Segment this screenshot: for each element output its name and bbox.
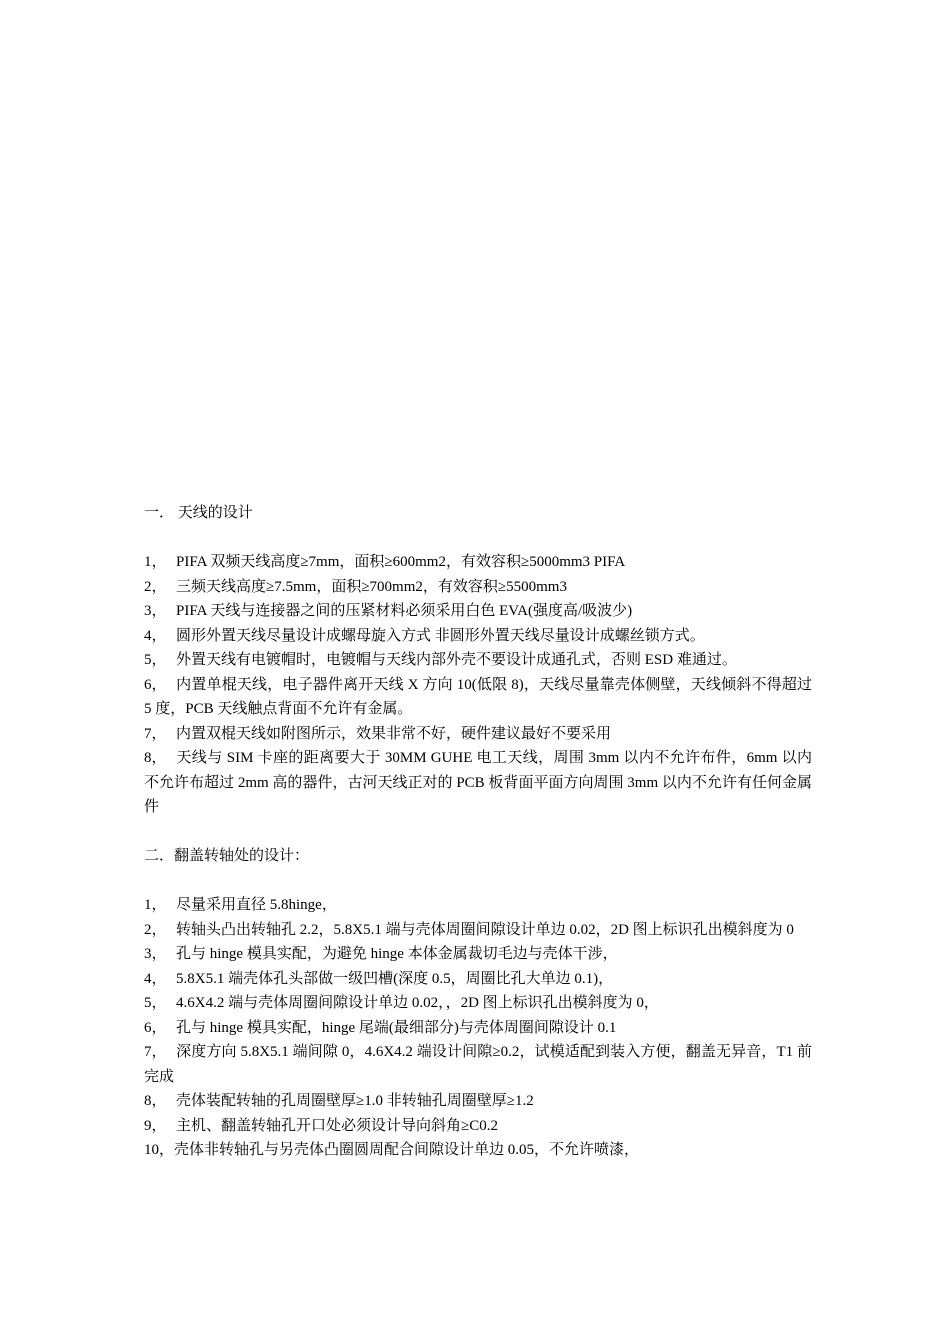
item-number: 6， bbox=[144, 1019, 167, 1036]
item-text: 天线与 SIM 卡座的距离要大于 30MM GUHE 电工天线，周围 3mm 以内不允许布件，6mm 以内不允许布超过 2mm 高的器件，古河天线正对的 PCB 板背面平面方向周围 3mm 以内不允许有任何金属件 bbox=[144, 750, 812, 815]
list-item bbox=[144, 1089, 812, 1114]
item-text: 外置天线有电镀帽时，电镀帽与天线内部外壳不要设计成通孔式，否则 ESD 难通过。 bbox=[176, 652, 737, 668]
item-number: 3， bbox=[144, 603, 167, 619]
item-text: 内置单棍天线，电子器件离开天线 X 方向 10(低限 8)，天线尽量靠壳体侧壁，天线倾斜不得超过 5 度，PCB 天线触点背面不允许有金属。 bbox=[144, 676, 812, 717]
list-item bbox=[144, 746, 812, 820]
item-text: 三频天线高度≥7.5mm，面积≥700mm2，有效容积≥5500mm3 bbox=[176, 578, 567, 595]
item-number: 10， bbox=[144, 1142, 175, 1158]
item-number: 1， bbox=[144, 897, 167, 913]
item-text: 壳体装配转轴的孔周圈壁厚≥1.0 非转轴孔周圈壁厚≥1.2 bbox=[176, 1093, 534, 1109]
list-item bbox=[144, 918, 812, 943]
blank-line bbox=[144, 869, 812, 894]
list-item bbox=[144, 1016, 812, 1041]
document-body bbox=[144, 501, 812, 1163]
list-item bbox=[144, 673, 812, 722]
item-number: 3， bbox=[144, 946, 167, 962]
list-item bbox=[144, 648, 812, 673]
list-item bbox=[144, 599, 812, 624]
item-number: 5， bbox=[144, 652, 167, 668]
item-number: 9， bbox=[144, 1117, 167, 1134]
item-text: 主机、翻盖转轴孔开口处必须设计导向斜角≥C0.2 bbox=[176, 1117, 498, 1134]
list-item bbox=[144, 722, 812, 747]
item-text: 深度方向 5.8X5.1 端间隙 0，4.6X4.2 端设计间隙≥0.2，试模适配到装入方便，翻盖无异音，T1 前完成 bbox=[144, 1044, 812, 1085]
item-number: 7， bbox=[144, 725, 167, 742]
item-text: 4.6X4.2 端与壳体周圈间隙设计单边 0.02，，2D 图上标识孔出模斜度为 0， bbox=[176, 995, 659, 1011]
list-item bbox=[144, 575, 812, 600]
item-text: PIFA 双频天线高度≥7mm，面积≥600mm2，有效容积≥5000mm3 PIFA bbox=[176, 554, 626, 570]
list-item bbox=[144, 942, 812, 967]
item-number: 4， bbox=[144, 970, 167, 987]
list-item bbox=[144, 1138, 812, 1163]
list-item bbox=[144, 550, 812, 575]
item-text: 内置双棍天线如附图所示，效果非常不好，硬件建议最好不要采用 bbox=[176, 725, 612, 742]
list-item bbox=[144, 1040, 812, 1089]
item-number: 8， bbox=[144, 750, 167, 766]
section-title-antenna: 一． 天线的设计 bbox=[144, 505, 253, 521]
item-number: 2， bbox=[144, 921, 167, 938]
item-number: 6， bbox=[144, 676, 167, 693]
item-number: 1， bbox=[144, 554, 167, 570]
item-number: 4， bbox=[144, 627, 167, 644]
list-item bbox=[144, 967, 812, 992]
item-number: 5， bbox=[144, 995, 167, 1011]
item-text: 尽量采用直径 5.8hinge， bbox=[176, 897, 337, 913]
item-text: 5.8X5.1 端壳体孔头部做一级凹槽(深度 0.5，周圈比孔大单边 0.1)， bbox=[176, 970, 614, 987]
list-item bbox=[144, 991, 812, 1016]
blank-line bbox=[144, 526, 812, 551]
blank-line bbox=[144, 820, 812, 845]
item-text: 孔与 hinge 模具实配，hinge 尾端(最细部分)与壳体周圈间隙设计 0.1 bbox=[176, 1019, 617, 1036]
item-text: PIFA 天线与连接器之间的压紧材料必须采用白色 EVA(强度高/吸波少) bbox=[176, 603, 633, 619]
list-item bbox=[144, 893, 812, 918]
list-item bbox=[144, 1114, 812, 1139]
item-number: 7， bbox=[144, 1044, 167, 1060]
item-text: 圆形外置天线尽量设计成螺母旋入方式 非圆形外置天线尽量设计成螺丝锁方式。 bbox=[176, 627, 705, 644]
item-text: 壳体非转轴孔与另壳体凸圈圆周配合间隙设计单边 0.05，不允许喷漆， bbox=[174, 1142, 640, 1158]
item-number: 2， bbox=[144, 578, 167, 595]
section-title-hinge: 二．翻盖转轴处的设计： bbox=[144, 848, 310, 864]
item-text: 转轴头凸出转轴孔 2.2，5.8X5.1 端与壳体周圈间隙设计单边 0.02，2D 图上标识孔出模斜度为 0 bbox=[176, 921, 794, 938]
item-text: 孔与 hinge 模具实配，为避免 hinge 本体金属裁切毛边与壳体干涉， bbox=[176, 946, 618, 962]
item-number: 8， bbox=[144, 1093, 167, 1109]
list-item bbox=[144, 624, 812, 649]
